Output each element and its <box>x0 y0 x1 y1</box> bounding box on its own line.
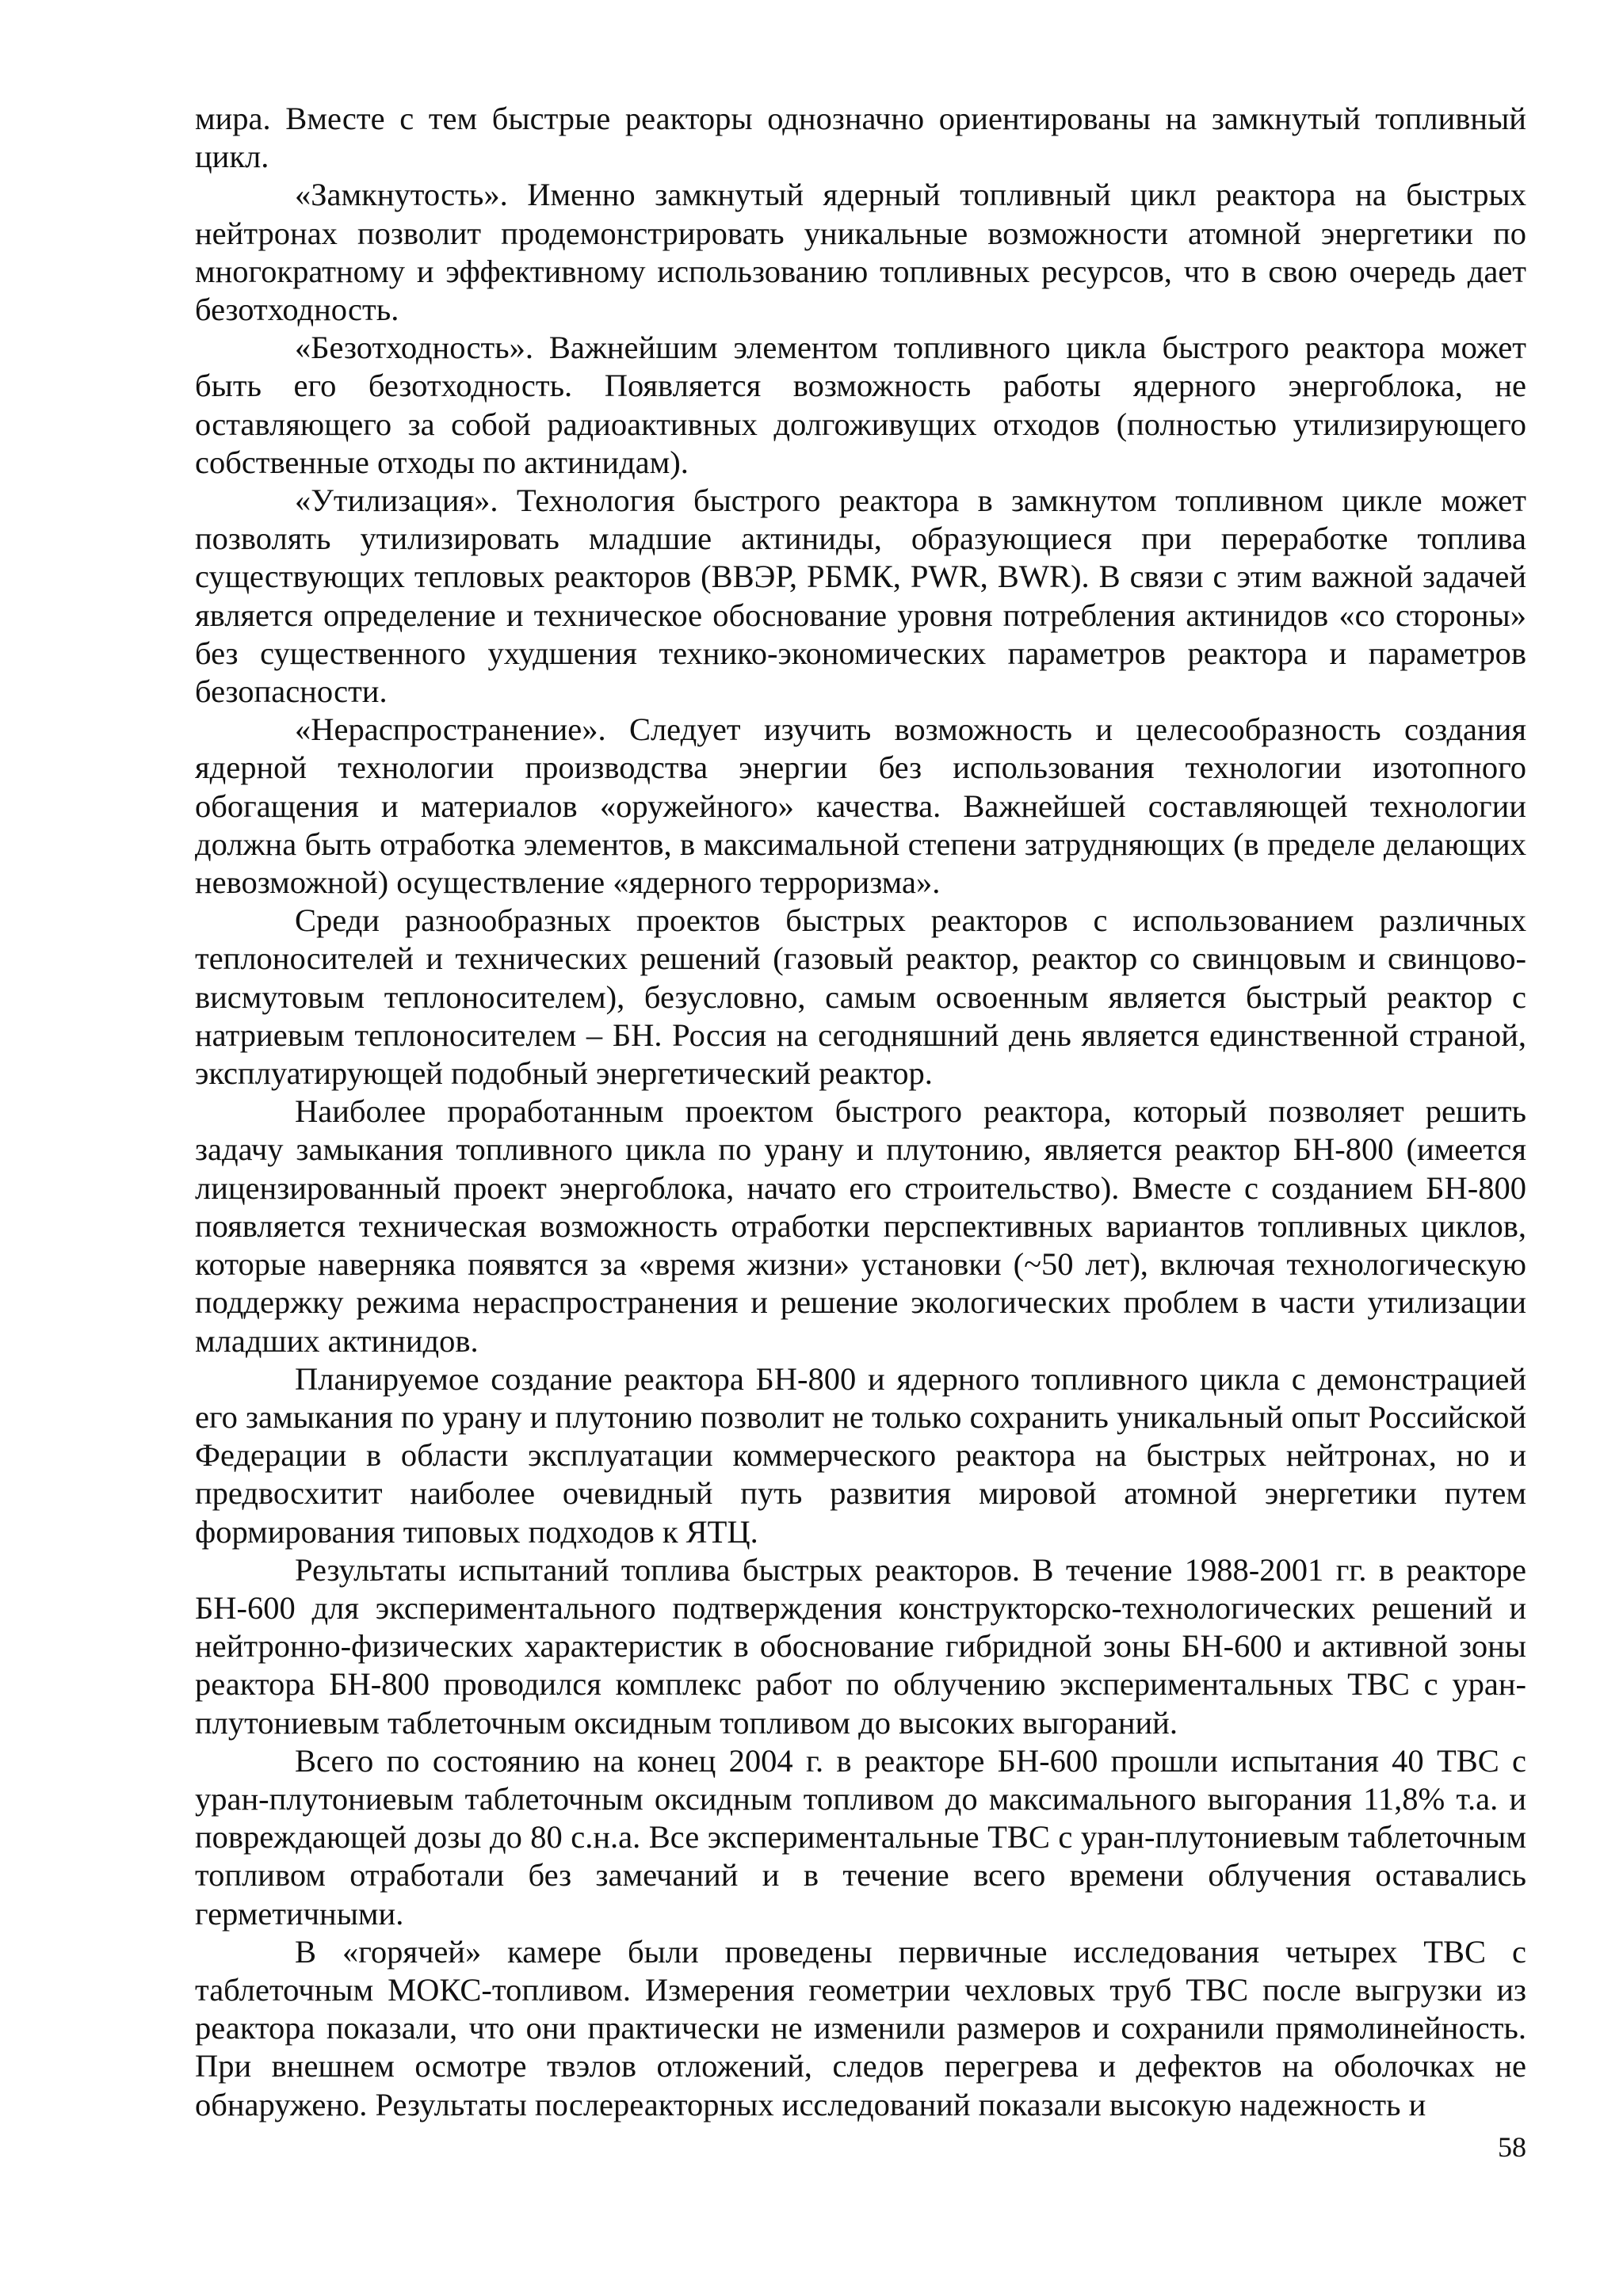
paragraph-utilization: «Утилизация». Технология быстрого реактора в замкнутом топливном цикле может позволять утилизировать младшие актиниды, образующиеся при переработке топлива существующих тепловых реакторов (ВВЭР, РБМК, PWR, BWR). В связи с этим важной задачей является определение и техническое обоснование уровня потребления актинидов «со стороны» без существенного ухудшения технико-экономических параметров реактора и параметров безопасности. <box>195 482 1526 710</box>
paragraph-fast-reactor-projects: Среди разнообразных проектов быстрых реакторов с использованием различных теплоносителей и технических решений (газовый реактор, реактор со свинцовым и свинцово-висмутовым теплоносителем), безусловно, самым освоенным является быстрый реактор с натриевым теплоносителем – БН. Россия на сегодняшний день является единственной страной, эксплуатирующей подобный энергетический реактор. <box>195 902 1526 1092</box>
paragraph-continuation: мира. Вместе с тем быстрые реакторы однозначно ориентированы на замкнутый топливный цикл. <box>195 101 1526 175</box>
paragraph-closedness: «Замкнутость». Именно замкнутый ядерный топливный цикл реактора на быстрых нейтронах позволит продемонстрировать уникальные возможности атомной энергетики по многократному и эффективному использованию топливных ресурсов, что в свою очередь дает безотходность. <box>195 177 1526 328</box>
paragraph-wastelessness: «Безотходность». Важнейшим элементом топливного цикла быстрого реактора может быть его безотходность. Появляется возможность работы ядерного энергоблока, не оставляющего за собой радиоактивных долгоживущих отходов (полностью утилизирующего собственные отходы по актинидам). <box>195 330 1526 480</box>
paragraph-bn800-project: Наиболее проработанным проектом быстрого реактора, который позволяет решить задачу замыкания топливного цикла по урану и плутонию, является реактор БН-800 (имеется лицензированный проект энергоблока, начато его строительство). Вместе с созданием БН-800 появляется техническая возможность отработки перспективных вариантов топливных циклов, которые наверняка появятся за «время жизни» установки (~50 лет), включая технологическую поддержку режима нераспространения и решение экологических проблем в части утилизации младших актинидов. <box>195 1093 1526 1359</box>
paragraph-bn800-plans: Планируемое создание реактора БН-800 и ядерного топливного цикла с демонстрацией его замыкания по урану и плутонию позволит не только сохранить уникальный опыт Российской Федерации в области эксплуатации коммерческого реактора на быстрых нейтронах, но и предвосхитит наиболее очевидный путь развития мировой атомной энергетики путем формирования типовых подходов к ЯТЦ. <box>195 1360 1526 1550</box>
paragraph-nonproliferation: «Нераспространение». Следует изучить возможность и целесообразность создания ядерной технологии производства энергии без использования технологии изотопного обогащения и материалов «оружейного» качества. Важнейшей составляющей технологии должна быть отработка элементов, в максимальной степени затрудняющих (в пределе делающих невозможной) осуществление «ядерного терроризма». <box>195 711 1526 901</box>
paragraph-fuel-test-results: Результаты испытаний топлива быстрых реакторов. В течение 1988-2001 гг. в реакторе БН-600 для экспериментального подтверждения конструкторско-технологических решений и нейтронно-физических характеристик в обоснование гибридной зоны БН-600 и активной зоны реактора БН-800 проводился комплекс работ по облучению экспериментальных ТВС с уран-плутониевым таблеточным оксидным топливом до высоких выгораний. <box>195 1551 1526 1741</box>
paragraph-2004-status: Всего по состоянию на конец 2004 г. в реакторе БН-600 прошли испытания 40 ТВС с уран-плутониевым таблеточным оксидным топливом до максимального выгорания 11,8% т.а. и повреждающей дозы до 80 с.н.а. Все экспериментальные ТВС с уран-плутониевым таблеточным топливом отработали без замечаний и в течение всего времени облучения оставались герметичными. <box>195 1742 1526 1932</box>
paragraph-hot-cell-studies: В «горячей» камере были проведены первичные исследования четырех ТВС с таблеточным МОКС-топливом. Измерения геометрии чехловых труб ТВС после выгрузки из реактора показали, что они практически не изменили размеров и сохранили прямолинейность. При внешнем осмотре твэлов отложений, следов перегрева и дефектов на оболочках не обнаружено. Результаты послереакторных исследований показали высокую надежность и <box>195 1933 1526 2122</box>
body-text <box>195 100 1526 2124</box>
page-number: 58 <box>1498 2131 1526 2163</box>
